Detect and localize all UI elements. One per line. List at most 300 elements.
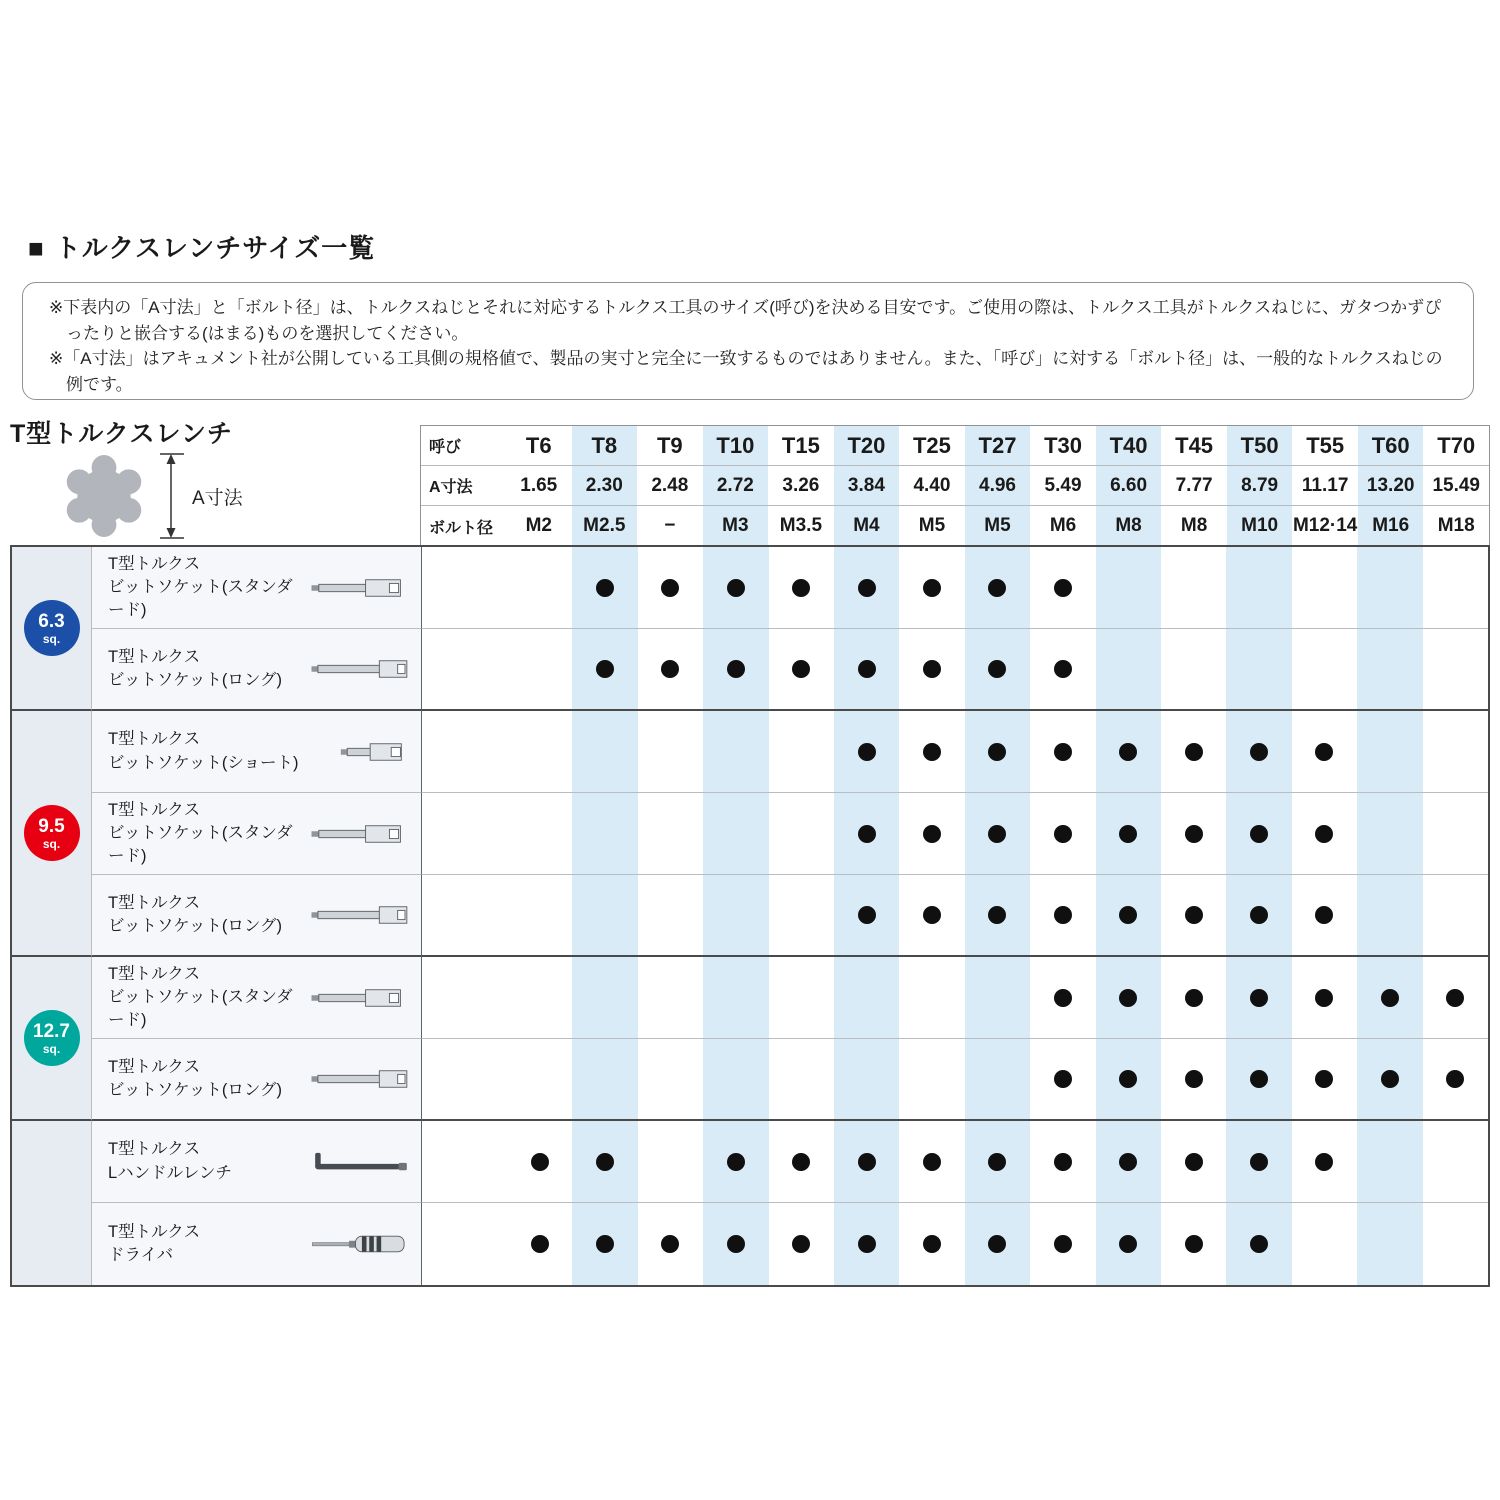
compatibility-dot [858, 906, 876, 924]
empty-cell [572, 711, 637, 793]
a-dimension-value: 2.30 [572, 466, 638, 506]
compatibility-cell [507, 1203, 572, 1285]
empty-cell [1292, 547, 1357, 629]
product-name [108, 1056, 299, 1102]
compatibility-cell [1030, 793, 1095, 875]
compatibility-cell [769, 629, 834, 711]
page-title-text: トルクスレンチサイズ一覧 [54, 233, 376, 263]
compatibility-dot [1119, 989, 1137, 1007]
compatibility-cell [1226, 957, 1291, 1039]
row-spacer-cell [422, 1121, 507, 1203]
compatibility-cell [1161, 1121, 1226, 1203]
compatibility-dot [727, 579, 745, 597]
drive-size-value: 6.3 [38, 610, 65, 632]
a-dimension-value: 13.20 [1358, 466, 1424, 506]
compatibility-cell [834, 1203, 899, 1285]
compatibility-cell [1096, 957, 1161, 1039]
compatibility-dot [858, 825, 876, 843]
empty-cell [1226, 547, 1291, 629]
compatibility-cell [1096, 1039, 1161, 1121]
empty-cell [1357, 629, 1422, 711]
header-row-label: ボルト径 [429, 519, 494, 537]
compatibility-cell [834, 875, 899, 957]
product-name-cell [92, 793, 422, 875]
compatibility-dot [988, 1235, 1006, 1253]
compatibility-cell [1292, 875, 1357, 957]
empty-cell [1357, 875, 1422, 957]
bolt-diameter-value: − [664, 515, 676, 536]
drive-size-badge-cell [12, 1121, 92, 1285]
column-header: T60 [1358, 426, 1424, 466]
table-heading: T型トルクスレンチ [10, 420, 233, 448]
table-header [420, 425, 1490, 546]
compatibility-dot [1185, 989, 1203, 1007]
product-name [108, 892, 299, 938]
note-text: ※「A寸法」はアキュメント社が公開している工具側の規格値で、製品の実寸と完全に一致するものではありません。また、「呼び」に対する「ボルト径」は、一般的なトルクスねじの例です。 [49, 349, 1443, 394]
drive-size-unit: sq. [42, 836, 61, 851]
product-name-cell [92, 875, 422, 957]
a-dimension-value: 11.17 [1292, 466, 1358, 506]
bolt-diameter-value: M4 [834, 506, 900, 546]
compatibility-dot [1185, 1153, 1203, 1171]
empty-cell [1423, 711, 1488, 793]
compatibility-dot [1315, 825, 1333, 843]
compatibility-cell [1357, 957, 1422, 1039]
compatibility-dot [923, 579, 941, 597]
compatibility-cell [899, 711, 964, 793]
dimension-label: A寸法 [192, 487, 243, 509]
compatibility-cell [1357, 1039, 1422, 1121]
compatibility-cell [1030, 547, 1095, 629]
product-name-line1: T型トルクス [108, 800, 201, 819]
compatibility-dot [988, 579, 1006, 597]
compatibility-cell [899, 1121, 964, 1203]
compatibility-dot [1185, 1070, 1203, 1088]
compatibility-cell [834, 547, 899, 629]
empty-cell [507, 629, 572, 711]
product-name-cell [92, 1121, 422, 1203]
compatibility-dot [531, 1153, 549, 1171]
compatibility-dot [792, 579, 810, 597]
compatibility-cell [1030, 875, 1095, 957]
compatibility-dot [792, 660, 810, 678]
empty-cell [703, 793, 768, 875]
compatibility-dot [1054, 660, 1072, 678]
compatibility-cell [1292, 793, 1357, 875]
bolt-diameter-value: M6 [1049, 515, 1077, 536]
compatibility-cell [834, 629, 899, 711]
compatibility-dot [1119, 1153, 1137, 1171]
compatibility-dot [1054, 579, 1072, 597]
empty-cell [1161, 547, 1226, 629]
compatibility-dot [1185, 906, 1203, 924]
compatibility-dot [596, 1235, 614, 1253]
product-name [108, 963, 299, 1032]
compatibility-cell [1423, 1039, 1488, 1121]
empty-cell [572, 957, 637, 1039]
compatibility-dot [1250, 1070, 1268, 1088]
bolt-diameter-value: M2 [525, 515, 552, 536]
empty-cell [507, 957, 572, 1039]
a-dimension-value: 1.65 [506, 466, 572, 506]
compatibility-dot [596, 660, 614, 678]
product-name-line2: ビットソケット(スタンダード) [108, 823, 293, 866]
compatibility-dot [1446, 989, 1464, 1007]
compatibility-dot [1185, 825, 1203, 843]
torx-star-icon [58, 450, 150, 542]
empty-cell [507, 875, 572, 957]
drive-size-badge [24, 1010, 80, 1066]
compatibility-cell [1096, 711, 1161, 793]
product-name-line1: T型トルクス [108, 964, 201, 983]
compatibility-dot [923, 743, 941, 761]
compatibility-dot [531, 1235, 549, 1253]
compatibility-cell [572, 1121, 637, 1203]
compatibility-cell [965, 1121, 1030, 1203]
compatibility-cell [1096, 875, 1161, 957]
empty-cell [572, 875, 637, 957]
product-name-line1: T型トルクス [108, 1057, 201, 1076]
empty-cell [638, 1039, 703, 1121]
empty-cell [1357, 1203, 1422, 1285]
table-body [10, 545, 1490, 1287]
compatibility-cell [703, 547, 768, 629]
product-name-line2: ビットソケット(ロング) [108, 1081, 283, 1099]
empty-cell [638, 1121, 703, 1203]
empty-cell [507, 1039, 572, 1121]
empty-cell [1357, 793, 1422, 875]
compatibility-dot [988, 1153, 1006, 1171]
compatibility-dot [858, 579, 876, 597]
compatibility-dot [858, 1153, 876, 1171]
product-name [108, 728, 299, 774]
compatibility-dot [1381, 989, 1399, 1007]
drive-size-unit: sq. [42, 1041, 61, 1056]
empty-cell [703, 1039, 768, 1121]
compatibility-dot [923, 906, 941, 924]
a-dimension-value: 7.77 [1161, 466, 1227, 506]
empty-cell [1096, 629, 1161, 711]
row-spacer-cell [422, 629, 507, 711]
compatibility-cell [834, 793, 899, 875]
compatibility-cell [638, 1203, 703, 1285]
header-row-label: 呼び [421, 426, 506, 466]
product-name [108, 1221, 299, 1267]
empty-cell [769, 957, 834, 1039]
product-name-cell [92, 711, 422, 793]
compatibility-dot [1054, 1070, 1072, 1088]
row-spacer-cell [422, 875, 507, 957]
compatibility-cell [703, 629, 768, 711]
column-header: T70 [1423, 426, 1489, 466]
page-title [28, 228, 375, 265]
empty-cell [769, 793, 834, 875]
bolt-diameter-value: M8 [1096, 506, 1162, 546]
compatibility-cell [638, 629, 703, 711]
drive-size-value: 9.5 [38, 815, 65, 837]
column-header: T15 [768, 426, 834, 466]
a-dimension-value: 8.79 [1227, 466, 1293, 506]
empty-cell [1096, 547, 1161, 629]
drive-size-unit: sq. [42, 631, 61, 646]
column-header: T55 [1292, 426, 1358, 466]
bolt-diameter-value: M2.5 [572, 506, 638, 546]
compatibility-cell [638, 547, 703, 629]
empty-cell [769, 711, 834, 793]
compatibility-dot [1185, 1235, 1203, 1253]
compatibility-cell [1161, 957, 1226, 1039]
socket-standard-icon [305, 823, 413, 845]
compatibility-cell [572, 1203, 637, 1285]
compatibility-dot [1315, 1070, 1333, 1088]
compatibility-dot [727, 660, 745, 678]
compatibility-dot [988, 743, 1006, 761]
compatibility-cell [899, 1203, 964, 1285]
compatibility-dot [1119, 825, 1137, 843]
column-header: T9 [637, 426, 703, 466]
compatibility-dot [1250, 1153, 1268, 1171]
bolt-diameter-value: M5 [918, 515, 946, 536]
compatibility-dot [858, 1235, 876, 1253]
socket-long-icon [305, 1068, 413, 1090]
compatibility-dot [596, 579, 614, 597]
compatibility-cell [1292, 1121, 1357, 1203]
empty-cell [1357, 547, 1422, 629]
compatibility-cell [1226, 1203, 1291, 1285]
compatibility-cell [965, 711, 1030, 793]
socket-long-icon [305, 658, 413, 680]
dimension-arrow-icon [156, 450, 186, 542]
empty-cell [507, 547, 572, 629]
compatibility-cell [572, 629, 637, 711]
empty-cell [834, 957, 899, 1039]
compatibility-dot [661, 660, 679, 678]
product-name-line2: ビットソケット(スタンダード) [108, 987, 293, 1030]
product-name-cell [92, 957, 422, 1039]
bolt-diameter-value: M12·14 [1292, 515, 1358, 536]
compatibility-dot [1119, 743, 1137, 761]
compatibility-cell [1030, 1203, 1095, 1285]
compatibility-dot [1315, 989, 1333, 1007]
product-name-line1: T型トルクス [108, 554, 201, 573]
compatibility-cell [769, 1121, 834, 1203]
empty-cell [638, 875, 703, 957]
empty-cell [769, 875, 834, 957]
compatibility-cell [1226, 711, 1291, 793]
product-name [108, 799, 299, 868]
column-header: T30 [1030, 426, 1096, 466]
bolt-diameter-value: M3 [703, 506, 769, 546]
drive-size-badge-cell [12, 957, 92, 1121]
compatibility-cell [1096, 1121, 1161, 1203]
compatibility-dot [1250, 743, 1268, 761]
a-dimension-value: 3.26 [768, 466, 834, 506]
empty-cell [1423, 629, 1488, 711]
socket-short-icon [305, 741, 413, 763]
compatibility-dot [596, 1153, 614, 1171]
drive-size-badge [24, 805, 80, 861]
compatibility-cell [1161, 711, 1226, 793]
drive-size-badge-cell [12, 711, 92, 957]
a-dimension-value: 3.84 [834, 466, 900, 506]
compatibility-cell [899, 547, 964, 629]
compatibility-dot [1054, 1235, 1072, 1253]
compatibility-cell [1226, 1039, 1291, 1121]
compatibility-dot [1250, 906, 1268, 924]
product-name-line2: ビットソケット(スタンダード) [108, 577, 293, 620]
compatibility-dot [1119, 906, 1137, 924]
compatibility-dot [661, 1235, 679, 1253]
section-marker-icon: ■ [28, 233, 45, 263]
empty-cell [1292, 1203, 1357, 1285]
column-header: T45 [1161, 426, 1227, 466]
compatibility-dot [858, 660, 876, 678]
empty-cell [899, 1039, 964, 1121]
compatibility-dot [1054, 825, 1072, 843]
compatibility-cell [1226, 1121, 1291, 1203]
driver-icon [305, 1233, 413, 1255]
compatibility-dot [661, 579, 679, 597]
compatibility-cell [899, 629, 964, 711]
product-name-line1: T型トルクス [108, 893, 201, 912]
socket-long-icon [305, 904, 413, 926]
empty-cell [638, 957, 703, 1039]
bolt-diameter-value: M16 [1358, 506, 1424, 546]
compatibility-cell [1161, 875, 1226, 957]
compatibility-cell [1030, 1039, 1095, 1121]
product-name-line1: T型トルクス [108, 730, 201, 749]
compatibility-dot [923, 1235, 941, 1253]
column-header: T20 [834, 426, 900, 466]
row-spacer-cell [422, 793, 507, 875]
empty-cell [703, 957, 768, 1039]
socket-standard-icon [305, 577, 413, 599]
compatibility-cell [965, 547, 1030, 629]
empty-cell [1292, 629, 1357, 711]
product-name-cell [92, 547, 422, 629]
product-name-cell [92, 1039, 422, 1121]
compatibility-dot [1250, 1235, 1268, 1253]
compatibility-cell [1226, 793, 1291, 875]
compatibility-cell [769, 547, 834, 629]
empty-cell [1423, 547, 1488, 629]
compatibility-dot [1119, 1235, 1137, 1253]
compatibility-cell [965, 1203, 1030, 1285]
product-name-line2: ドライバ [108, 1246, 174, 1264]
note-box [22, 282, 1474, 400]
compatibility-cell [1030, 1121, 1095, 1203]
compatibility-cell [1292, 1039, 1357, 1121]
compatibility-dot [858, 743, 876, 761]
row-spacer-cell [422, 1203, 507, 1285]
product-name [108, 1138, 299, 1184]
compatibility-dot [1315, 906, 1333, 924]
bolt-diameter-value: M8 [1180, 515, 1208, 536]
drive-size-badge-cell [12, 547, 92, 711]
compatibility-cell [834, 1121, 899, 1203]
compatibility-cell [769, 1203, 834, 1285]
compatibility-cell [1030, 629, 1095, 711]
compatibility-dot [988, 660, 1006, 678]
compatibility-cell [834, 711, 899, 793]
compatibility-dot [923, 660, 941, 678]
column-header: T27 [965, 426, 1031, 466]
product-name-cell [92, 1203, 422, 1285]
compatibility-cell [1096, 1203, 1161, 1285]
compatibility-dot [1381, 1070, 1399, 1088]
torx-dimension-diagram [58, 450, 243, 542]
compatibility-dot [1185, 743, 1203, 761]
product-name-cell [92, 629, 422, 711]
empty-cell [572, 793, 637, 875]
compatibility-cell [1423, 957, 1488, 1039]
compatibility-dot [1054, 989, 1072, 1007]
column-header: T40 [1096, 426, 1162, 466]
row-spacer-cell [422, 547, 507, 629]
product-name-line1: T型トルクス [108, 1222, 201, 1241]
empty-cell [1423, 1203, 1488, 1285]
bolt-diameter-value: M3.5 [779, 515, 823, 536]
empty-cell [507, 793, 572, 875]
compatibility-cell [965, 629, 1030, 711]
product-name-line2: ビットソケット(ショート) [108, 753, 299, 772]
compatibility-dot [988, 906, 1006, 924]
a-dimension-value: 15.49 [1423, 466, 1489, 506]
product-name-line1: T型トルクス [108, 647, 201, 666]
compatibility-dot [1446, 1070, 1464, 1088]
empty-cell [1423, 1121, 1488, 1203]
product-name-line1: T型トルクス [108, 1140, 201, 1159]
empty-cell [572, 1039, 637, 1121]
bolt-diameter-value: M5 [965, 506, 1031, 546]
a-dimension-value: 2.48 [637, 466, 703, 506]
socket-standard-icon [305, 987, 413, 1009]
compatibility-cell [1161, 1039, 1226, 1121]
compatibility-cell [1161, 793, 1226, 875]
compatibility-dot [727, 1235, 745, 1253]
compatibility-dot [1054, 743, 1072, 761]
empty-cell [834, 1039, 899, 1121]
column-header: T6 [506, 426, 572, 466]
a-dimension-value: 5.49 [1030, 466, 1096, 506]
compatibility-dot [792, 1153, 810, 1171]
drive-size-badge [24, 600, 80, 656]
product-name [108, 553, 299, 622]
empty-cell [769, 1039, 834, 1121]
compatibility-cell [703, 1203, 768, 1285]
empty-cell [965, 957, 1030, 1039]
product-name [108, 646, 299, 692]
a-dimension-value: 6.60 [1096, 466, 1162, 506]
row-spacer-cell [422, 1039, 507, 1121]
compatibility-cell [899, 793, 964, 875]
compatibility-cell [703, 1121, 768, 1203]
compatibility-dot [1315, 1153, 1333, 1171]
bolt-diameter-value: M10 [1227, 506, 1293, 546]
compatibility-dot [923, 1153, 941, 1171]
empty-cell [638, 711, 703, 793]
compatibility-cell [899, 875, 964, 957]
empty-cell [703, 875, 768, 957]
compatibility-cell [1226, 875, 1291, 957]
a-dimension-value: 2.72 [703, 466, 769, 506]
compatibility-cell [1292, 957, 1357, 1039]
compatibility-dot [727, 1153, 745, 1171]
empty-cell [1357, 1121, 1422, 1203]
row-spacer-cell [422, 957, 507, 1039]
compatibility-dot [1250, 825, 1268, 843]
compatibility-dot [1054, 906, 1072, 924]
